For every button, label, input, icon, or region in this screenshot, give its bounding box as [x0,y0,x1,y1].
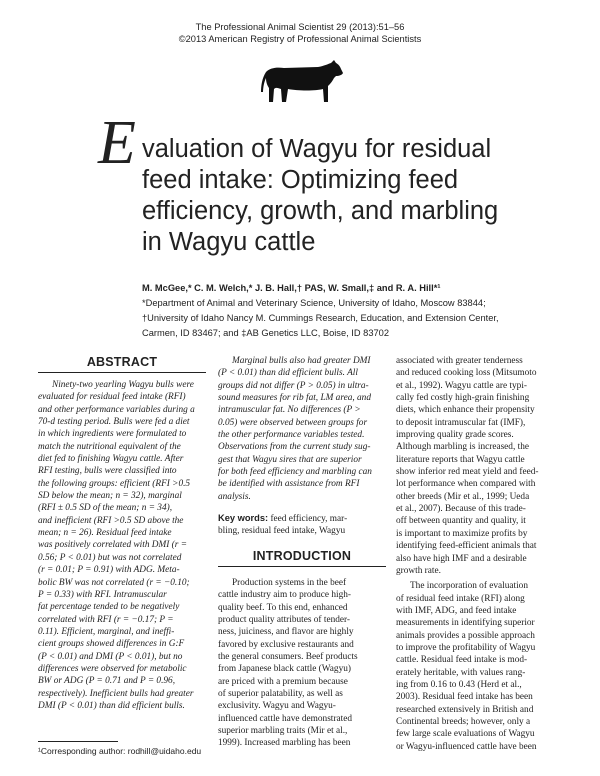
keywords-block [218,512,386,538]
text-line: the other performance variables tested. [218,430,365,441]
text-line: in which ingredients were formulated to [38,429,187,440]
text-line: BW or ADG (P = 0.71 and P = 0.96, [38,676,176,687]
text-line: evaluated for residual feed intake (RFI) [38,392,186,403]
abstract-continued [218,355,386,503]
text-line: is important to maximize profits by [396,528,528,539]
text-line: respectively). Inefficient bulls had greater [38,688,194,699]
text-line: 1999). Increased marbling has been [218,738,351,749]
text-line: associated with greater tenderness [396,356,523,366]
text-line: off between quantity and quality, it [396,516,526,527]
text-line: lot performance when compared with [396,479,536,490]
text-line: cattle. Residual feed intake is mod- [396,655,528,666]
text-line: diets, which enhance their propensity [396,405,535,416]
text-line: product quality attributes of tender- [218,614,350,625]
text-line: the general consumers. Beef products [218,651,358,662]
text-line: (P < 0.01) than did efficient bulls. All [218,368,358,379]
journal-header [0,22,600,45]
text-line: correlated with RFI (r = −0.17; P = [38,614,174,625]
text-line: analysis. [218,491,251,502]
text-line: animals provides a possible approach [396,630,535,641]
text-line: (r = 0.01; P = 0.91) with ADG. Meta- [38,565,180,576]
introduction-text-continued [396,355,564,753]
text-line: cattle industry aim to produce high- [218,590,351,601]
text-line: 2003). Residual feed intake has been [396,692,533,703]
text-line: groups did not differ (P > 0.05) in ultra- [218,380,369,391]
text-line: improving quality grade scores. [396,430,514,441]
text-line: Although marbling is increased, the [396,442,529,453]
abstract-heading: ABSTRACT [86,355,158,369]
text-line: literature reports that Wagyu cattle [396,454,525,465]
text-line: and inefficient (RFI >0.5 SD above the [38,515,184,526]
text-line: for both feed efficiency and marbling can [218,467,372,478]
text-line: show inferior red meat yield and feed- [396,467,539,478]
text-line: the following groups: efficient (RFI >0.5 [38,478,191,489]
text-line: ness, juiciness, and flavor are highly [218,627,354,638]
text-line: Ninety-two yearling Wagyu bulls were [52,380,194,390]
text-line: DMI (P < 0.01) than did efficient bulls. [38,700,185,711]
title-line: in Wagyu cattle [142,228,316,256]
text-line: favored by exclusive restaurants and [218,639,354,650]
text-line: et al., 2007). Because of this trade- [396,504,526,515]
text-line: RFI testing, bulls were classified into [38,466,177,477]
text-line: 0.05) were observed between groups for [218,417,368,428]
title-drop-cap: E [98,109,136,177]
text-line: intramuscular fat. No differences (P > [218,405,361,416]
keywords-text: bling, residual feed intake, Wagyu [218,526,346,537]
text-line: et al., 1992). Wagyu cattle are typi- [396,380,527,391]
footnote-block [38,741,206,756]
text-line: cally fed costly high-grain finishing [396,393,530,404]
text-line: mean; n = 26). Residual feed intake [38,528,172,539]
keywords-label: Key words: [218,513,269,524]
text-line: quality beef. To this end, enhanced [218,602,348,613]
right-column [396,355,564,753]
text-line: Observations from the current study sug- [218,442,371,453]
text-line: 0.56; P < 0.01) but was not correlated [38,552,182,563]
text-line: The incorporation of evaluation [410,581,528,592]
text-line: bolic BW was not correlated (r = −0.10; [38,577,190,588]
text-line: erately heritable, with values rang- [396,667,526,678]
footnote-rule [38,741,118,742]
text-line: (P < 0.01) and DMI (P < 0.01), but no [38,651,183,662]
author-names: M. McGee,* C. M. Welch,* J. B. Hall,† PAS, W. Small,‡ and R. A. Hill*¹ [142,283,441,293]
text-line: other breeds (Mir et al., 1999; Ueda [396,491,530,502]
text-line: and other performance variables during a [38,404,195,415]
text-line: from Japanese black cattle (Wagyu) [218,664,351,675]
text-line: of superior palatability, as well as [218,688,343,699]
text-line: gest that Wagyu sires that are superior [218,454,362,465]
text-line: identifying feed-efficient animals that [396,541,537,552]
abstract-text [38,379,206,712]
text-line: measurements in identifying superior [396,618,535,629]
journal-copyright: ©2013 American Registry of Professional Animal Scientists [178,33,422,44]
heading-rule [218,566,386,567]
text-line: influenced cattle have demonstrated [218,713,352,724]
text-line: or Wagyu-influenced cattle have been [396,741,537,752]
text-line: differences were observed for metabolic [38,663,187,674]
text-line: to improve the profitability of Wagyu [396,642,536,653]
text-line: to deposit intramuscular fat (IMF), [396,417,526,428]
title-line: feed intake: Optimizing feed [142,166,459,194]
abstract-column [38,355,206,712]
text-line: researched extensively in British and [396,704,534,715]
text-line: growth rate. [396,565,441,576]
footnote: ¹Corresponding author: rodhill@uidaho.edu [38,746,202,756]
keywords-text: feed efficiency, mar- [270,514,348,525]
text-line: of residual feed intake (RFI) along [396,593,525,604]
text-line: P = 0.33) with RFI. Intramuscular [38,589,167,600]
title-line: valuation of Wagyu for residual [142,135,492,163]
text-line: and reduced cooking loss (Mitsumoto [396,368,537,379]
text-line: with IMF, ADG, and feed intake [396,605,517,616]
introduction-heading: INTRODUCTION [252,548,352,563]
text-line: 70-d testing period. Bulls were fed a diet [38,417,190,428]
introduction-text [218,577,386,750]
text-line: be identified with assistance from RFI [218,479,360,490]
heading-rule [38,372,206,373]
authors-block [142,281,562,341]
text-line: 0.11). Efficient, marginal, and ineffi- [38,626,175,637]
text-line: Marginal bulls also had greater DMI [232,356,371,366]
text-line: SD below the mean; n = 32), marginal [38,491,182,502]
text-line: (RFI ± 0.5 SD of the mean; n = 34), [38,503,173,514]
text-line: Continental breeds; however, only a [396,716,531,727]
text-line: diet fed to finishing Wagyu cattle. After [38,454,184,465]
text-line: match the nutritional equivalent of the [38,441,181,452]
text-line: are priced with a premium because [218,676,348,687]
text-line: sound measures for rib fat, LM area, and [218,393,371,404]
affiliation-line: Carmen, ID 83467; and ‡AB Genetics LLC, Boise, ID 83702 [142,328,390,338]
title-line: efficiency, growth, and marbling [142,197,499,225]
text-line: superior marbling traits (Mir et al., [218,725,348,736]
text-line: ing from 0.16 to 0.43 (Herd et al., [396,679,522,690]
affiliation-line: †University of Idaho Nancy M. Cummings Research, Education, and Extension Center, [142,313,499,323]
cow-silhouette-icon [258,58,344,113]
text-line: fat percentage tended to be negatively [38,602,180,613]
text-line: was positively correlated with DMI (r = [38,540,187,551]
journal-citation: The Professional Animal Scientist 29 (2013):51–56 [195,22,405,32]
middle-column [218,355,386,750]
text-line: few large scale evaluations of Wagyu [396,729,535,740]
affiliation-line: *Department of Animal and Veterinary Science, University of Idaho, Moscow 83844; [142,298,486,308]
text-line: cient groups showed differences in G:F [38,639,185,650]
text-line: exclusivity. Wagyu and Wagyu- [218,701,336,712]
text-line: also have high IMF and a desirable [396,553,527,564]
text-line: Production systems in the beef [232,577,347,588]
